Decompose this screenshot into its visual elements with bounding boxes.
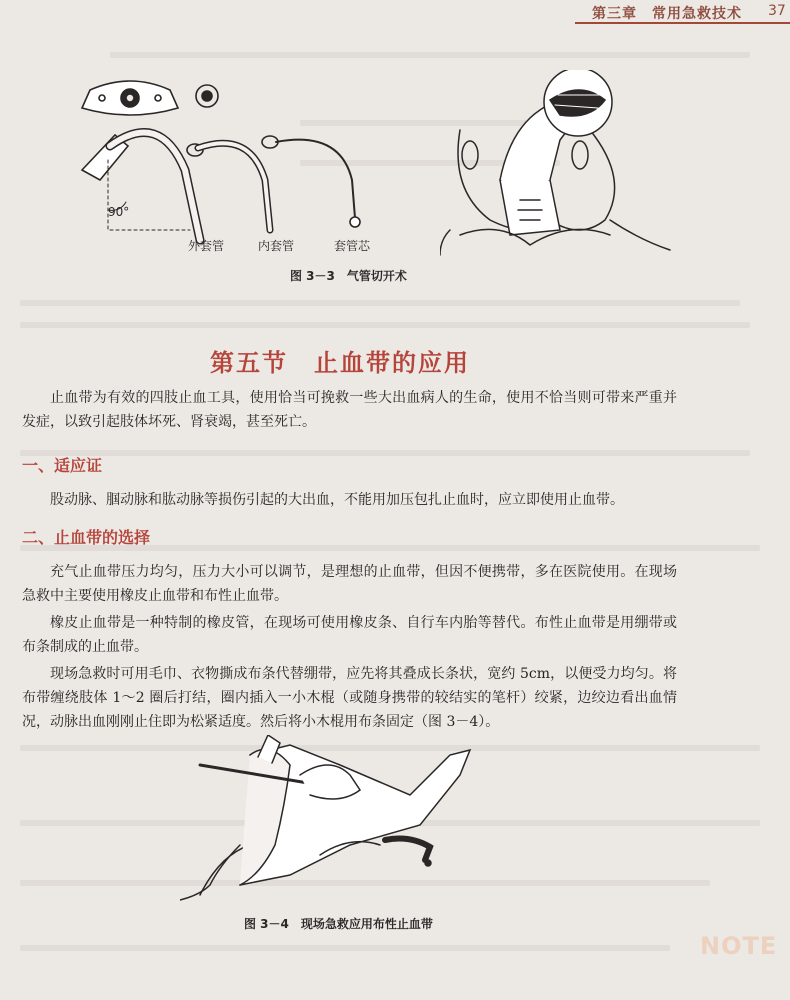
page-number: 37 xyxy=(768,3,786,19)
figure-3-4-caption: 图 3－4 现场急救应用布性止血带 xyxy=(244,917,433,931)
bleed-through xyxy=(20,450,750,456)
cloth-tourniquet-illustration xyxy=(180,735,480,905)
obturator-label: 套管芯 xyxy=(334,239,371,253)
section-name: 止血带的应用 xyxy=(314,349,470,377)
note-mark: NOTE xyxy=(700,932,778,960)
rubber-tourniquet-paragraph: 橡皮止血带是一种特制的橡皮管，在现场可使用橡皮条、自行车内胎等替代。布性止血带是用绷带或布条制成的止血带。 xyxy=(22,615,677,655)
running-header-title: 第三章 常用急救技术 xyxy=(592,6,742,22)
outer-cannula-label: 外套管 xyxy=(188,239,225,253)
tracheostomy-tube-illustration xyxy=(60,50,390,265)
section-title xyxy=(210,343,470,378)
bleed-through xyxy=(20,300,740,306)
indications-paragraph: 股动脉、腘动脉和肱动脉等损伤引起的大出血，不能用加压包扎止血时，应立即使用止血带。 xyxy=(50,492,624,508)
bleed-through xyxy=(20,945,670,951)
section-number: 第五节 xyxy=(210,349,288,377)
figure-3-3-caption: 图 3－3 气管切开术 xyxy=(290,269,407,283)
neck-incision-illustration xyxy=(440,70,680,260)
subsection-heading-selection: 二、止血带的选择 xyxy=(22,528,151,547)
angle-label: 90° xyxy=(108,205,130,219)
cloth-tourniquet-paragraph: 现场急救时可用毛巾、衣物撕成布条代替绷带，应先将其叠成长条状，宽约 5cm，以便受力均匀。将布带缠绕肢体 1～2 圈后打结，圈内插入一小木棍（或随身携带的较结实的笔杆）绞紧，边绞边看出血情况，动脉出血刚刚止住即为松紧适度。然后将小木棍用布条固定（图 3－4）。 xyxy=(22,666,677,730)
bleed-through xyxy=(20,322,750,328)
selection-paragraph: 充气止血带压力均匀，压力大小可以调节，是理想的止血带，但因不便携带，多在医院使用。在现场急救中主要使用橡皮止血带和布性止血带。 xyxy=(22,564,677,604)
intro-paragraph: 止血带为有效的四肢止血工具，使用恰当可挽救一些大出血病人的生命，使用不恰当则可带来严重并发症，以致引起肢体坏死、肾衰竭，甚至死亡。 xyxy=(22,390,677,430)
subsection-heading-indications: 一、适应证 xyxy=(22,456,103,475)
header-rule xyxy=(575,22,790,24)
inner-cannula-label: 内套管 xyxy=(258,239,295,253)
